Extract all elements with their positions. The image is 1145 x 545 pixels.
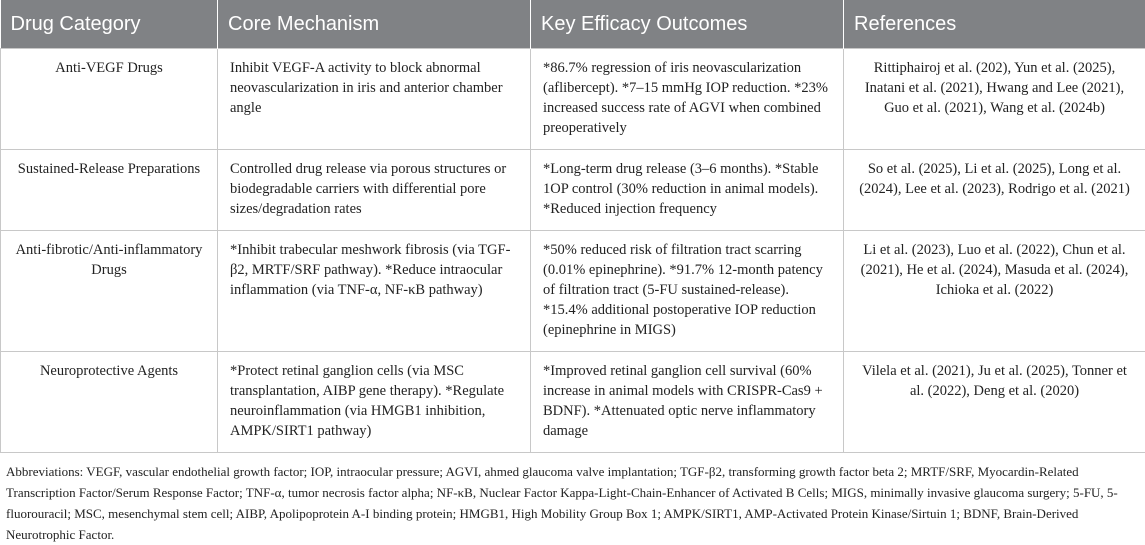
- core-mechanism-cell: Inhibit VEGF-A activity to block abnormal neovascularization in iris and anterior chamber angle: [218, 49, 531, 150]
- table-row: [1, 49, 1145, 150]
- references-cell: Rittiphairoj et al. (202), Yun et al. (2025), Inatani et al. (2021), Hwang and Lee (2021), Guo et al. (2021), Wang et al. (2024b): [844, 49, 1145, 150]
- references-cell: So et al. (2025), Li et al. (2025), Long et al. (2024), Lee et al. (2023), Rodrigo et al. (2021): [844, 150, 1145, 231]
- header-drug-category: Drug Category: [1, 0, 218, 49]
- header-core-mechanism: Core Mechanism: [218, 0, 531, 49]
- drug-category-cell: Anti-VEGF Drugs: [1, 49, 218, 150]
- core-mechanism-cell: Controlled drug release via porous structures or biodegradable carriers with differential pore sizes/degradation rates: [218, 150, 531, 231]
- table-row: [1, 231, 1145, 352]
- references-cell: Li et al. (2023), Luo et al. (2022), Chun et al. (2021), He et al. (2024), Masuda et al. (2024), Ichioka et al. (2022): [844, 231, 1145, 352]
- abbreviations-footnote: Abbreviations: VEGF, vascular endothelial growth factor; IOP, intraocular pressure; AGVI, ahmed glaucoma valve implantation; TGF-β2, transforming growth factor beta 2; MRTF/SRF, Myocardin-Related Transcription Factor/Serum Response Factor; TNF-α, tumor necrosis factor alpha; NF-κB, Nuclear Factor Kappa-Light-Chain-Enhancer of Activated B Cells; MIGS, minimally invasive glaucoma surgery; 5-FU, 5-fluorouracil; MSC, mesenchymal stem cell; AIBP, Apolipoprotein A-I binding protein; HMGB1, High Mobility Group Box 1; AMPK/SIRT1, AMP-Activated Protein Kinase/Sirtuin 1; BDNF, Brain-Derived Neurotrophic Factor.: [0, 453, 1145, 545]
- efficacy-outcomes-cell: *Long-term drug release (3–6 months). *Stable 1OP control (30% reduction in animal models). *Reduced injection frequency: [531, 150, 844, 231]
- efficacy-outcomes-cell: *86.7% regression of iris neovascularization (aflibercept). *7–15 mmHg IOP reduction. *23% increased success rate of AGVI when combined preoperatively: [531, 49, 844, 150]
- core-mechanism-cell: *Inhibit trabecular meshwork fibrosis (via TGF-β2, MRTF/SRF pathway). *Reduce intraocular inflammation (via TNF-α, NF-κB pathway): [218, 231, 531, 352]
- references-cell: Vilela et al. (2021), Ju et al. (2025), Tonner et al. (2022), Deng et al. (2020): [844, 352, 1145, 453]
- drug-category-cell: Neuroprotective Agents: [1, 352, 218, 453]
- header-references: References: [844, 0, 1145, 49]
- table-row: [1, 352, 1145, 453]
- header-key-efficacy-outcomes: Key Efficacy Outcomes: [531, 0, 844, 49]
- table-row: [1, 150, 1145, 231]
- table-header-row: [1, 0, 1145, 49]
- efficacy-outcomes-cell: *Improved retinal ganglion cell survival (60% increase in animal models with CRISPR-Cas9 + BDNF). *Attenuated optic nerve inflammatory damage: [531, 352, 844, 453]
- core-mechanism-cell: *Protect retinal ganglion cells (via MSC transplantation, AIBP gene therapy). *Regulate neuroinflammation (via HMGB1 inhibition, AMPK/SIRT1 pathway): [218, 352, 531, 453]
- drug-category-cell: Sustained-Release Preparations: [1, 150, 218, 231]
- drug-category-cell: Anti-fibrotic/Anti-inflammatory Drugs: [1, 231, 218, 352]
- efficacy-outcomes-cell: *50% reduced risk of filtration tract scarring (0.01% epinephrine). *91.7% 12-month patency of filtration tract (5-FU sustained-release). *15.4% additional postoperative IOP reduction (epinephrine in MIGS): [531, 231, 844, 352]
